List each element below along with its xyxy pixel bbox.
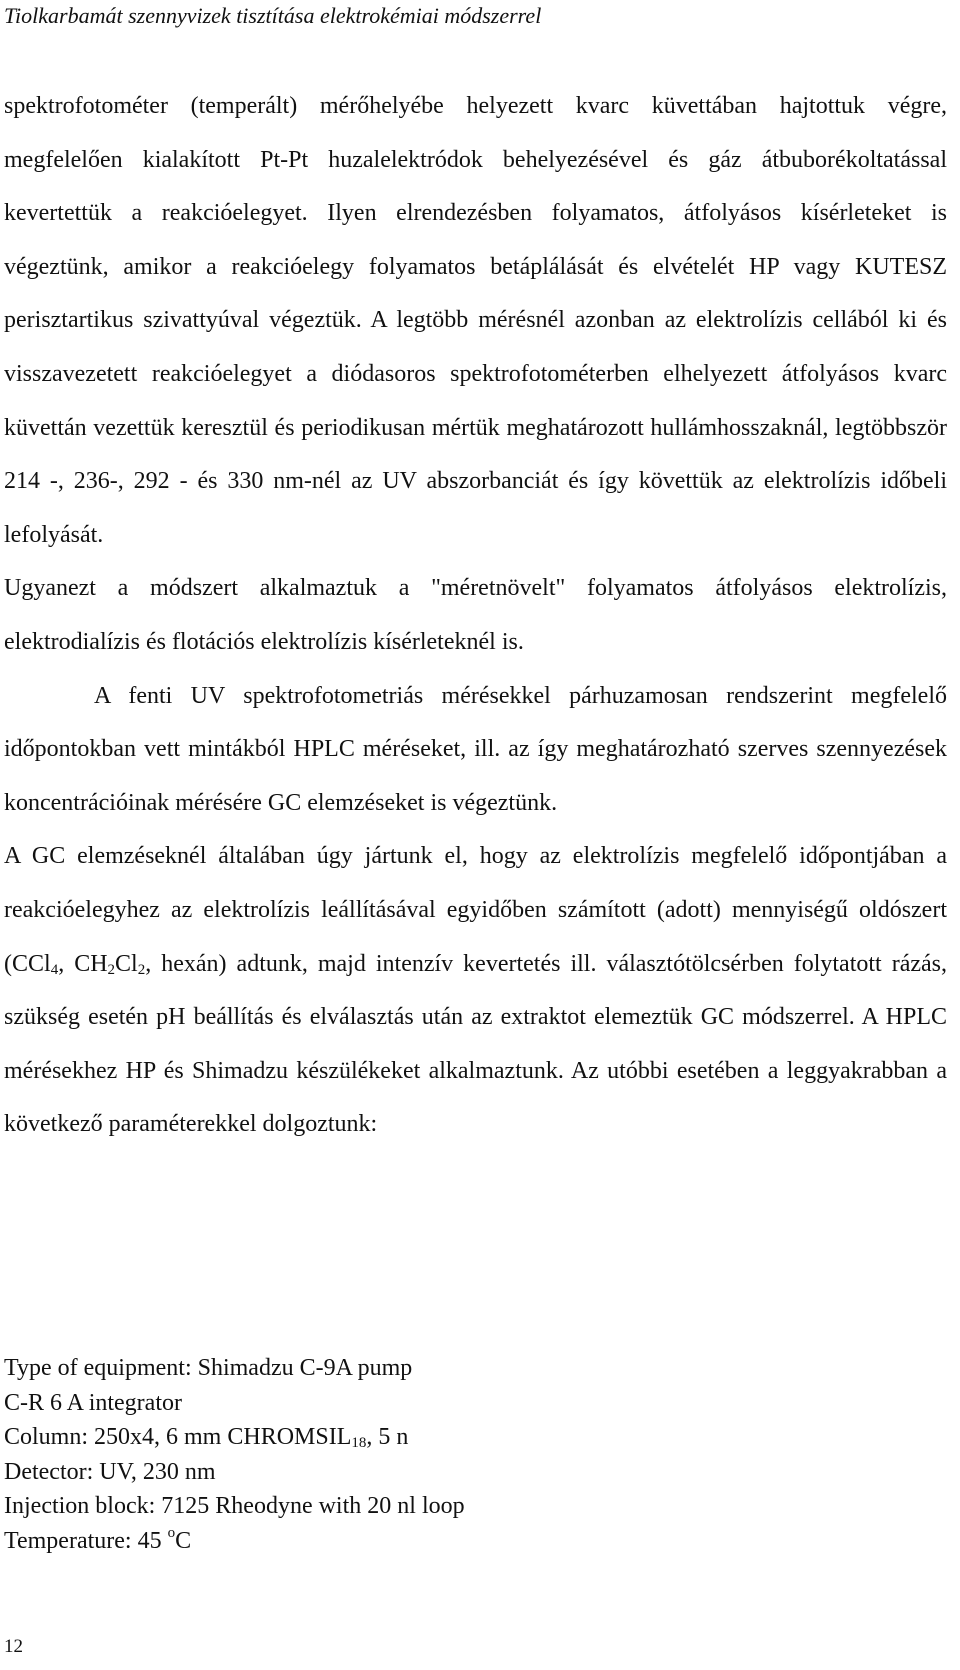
equipment-specs [4,1351,465,1558]
text-run: , CH [58,950,108,977]
text-run: Cl [115,950,138,977]
spec-integrator: C-R 6 A integrator [4,1389,182,1416]
text-run: C [175,1527,192,1554]
subscript: 2 [107,961,116,978]
spec-column [4,1420,465,1455]
running-header: Tiolkarbamát szennyvizek tisztítása elektrokémiai módszerrel [4,3,542,28]
page-number: 12 [4,1636,23,1657]
paragraph [4,830,947,1152]
subscript: 2 [137,961,146,978]
paragraph: A fenti UV spektrofotometriás mérésekkel párhuzamosan rendszerint megfelelő időpontokban vett mintákból HPLC méréseket, ill. az így meghatározható szerves szennyezések koncentrációinak mérésére GC elemzéseket is végeztünk. [4,682,947,816]
paragraph: Ugyanezt a módszert alkalmaztuk a "méretnövelt" folyamatos átfolyásos elektrolízis, elektrodialízis és flotációs elektrolízis kísérleteknél is. [4,575,947,655]
spec-equipment: Type of equipment: Shimadzu C-9A pump [4,1355,413,1381]
subscript: 4 [50,961,59,978]
paragraph: spektrofotométer (temperált) mérőhelyébe helyezett kvarc küvettában hajtottuk végre, megfelelően kialakított Pt-Pt huzalelektródok behelyezésével és gáz átbuborékoltatással kevertettük a reakcióelegyet. Ilyen elrendezésben folyamatos, átfolyásos kísérleteket is végeztünk, amikor a reakcióelegy folyamatos betáplálását és elvételét HP vagy KUTESZ perisztartikus szivattyúval végeztük. A legtöbb mérésnél azonban az elektrolízis cellából ki és visszavezetett reakcióelegyet a diódasoros spektrofotométerben elhelyezett átfolyásos kvarc küvettán vezettük keresztül és periodikusan mértük meghatározott hullámhosszaknál, legtöbbször 214 -, 236-, 292 - és 330 nm-nél az UV abszorbanciát és így követtük az elektrolízis időbeli lefolyását. [4,93,947,548]
text-run: A GC elemzéseknél általában úgy jártunk el, hogy az elektrolízis megfelelő időpontjában a reakcióelegyhez az elektrolízis leállításával egyidőben számított (adott) mennyiségű oldószert (CCl [4,843,947,977]
spec-temperature [4,1524,465,1559]
body-text [4,80,947,1152]
text-run: , hexán) adtunk, majd intenzív kevertetés ill. választótölcsérben folytatott rázás, szükség esetén pH beállítás és elválasztás után az extraktot elemeztük GC módszerrel. A HPLC mérésekhez HP és Shimadzu készülékeket alkalmaztunk. Az utóbbi esetében a leggyakrabban a következő paraméterekkel dolgoztunk: [4,950,948,1138]
text-run: Column: 250x4, 6 mm CHROMSIL [4,1424,352,1450]
spec-detector: Detector: UV, 230 nm [4,1458,216,1485]
text-run: , 5 n [366,1424,409,1450]
spec-injection: Injection block: 7125 Rheodyne with 20 nl loop [4,1493,465,1519]
subscript: 18 [351,1435,367,1451]
superscript: o [167,1524,176,1541]
text-run: Temperature: 45 [4,1527,168,1554]
